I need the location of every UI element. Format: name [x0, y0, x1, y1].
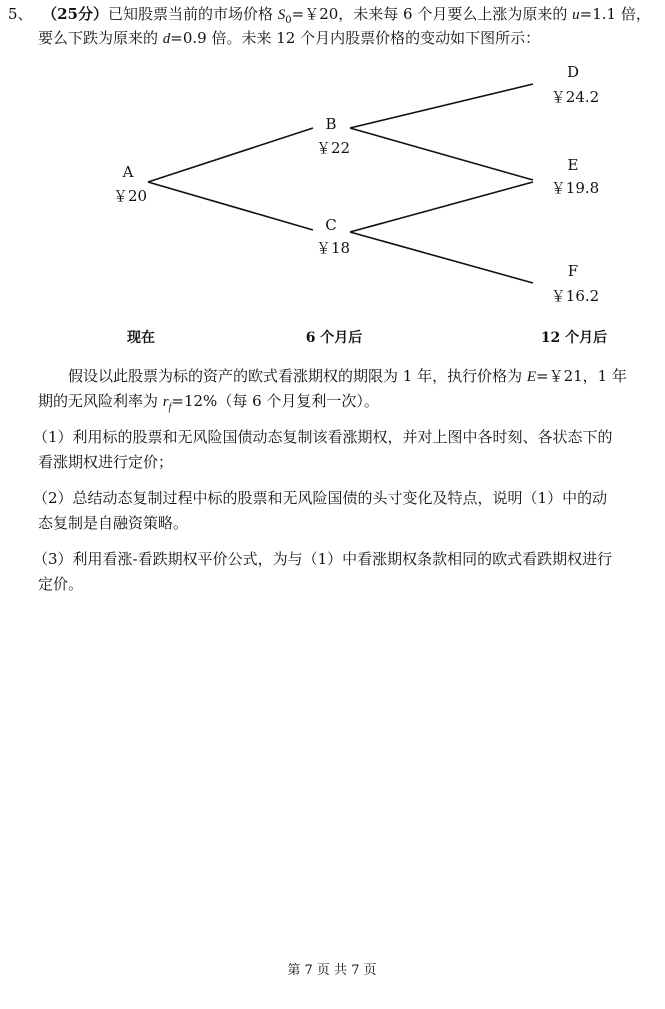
- q1-line-1: （1）利用标的股票和无风险国债动态复制该看涨期权，并对上图中各时刻、各状态下的: [33, 428, 613, 446]
- edge-a-c: [148, 182, 313, 230]
- node-c-price: ￥18: [315, 239, 351, 257]
- var-u: u: [572, 7, 580, 23]
- text: 已知股票当前的市场价格: [107, 5, 278, 23]
- text: =￥21，1 年: [536, 367, 627, 385]
- sub-f: f: [168, 402, 172, 413]
- node-b-price: ￥22: [315, 139, 351, 157]
- sub-0: 0: [285, 15, 292, 26]
- text: 假设以此股票为标的资产的欧式看涨期权的期限为 1 年，执行价格为: [68, 367, 527, 385]
- text: 期的无风险利率为: [38, 392, 163, 410]
- text: =0.9 倍。未来 12 个月内股票价格的变动如下图所示：: [170, 29, 541, 47]
- var-s: S: [277, 7, 286, 23]
- time-6m: 6 个月后: [305, 330, 363, 346]
- node-a-price: ￥20: [112, 187, 148, 205]
- var-r: r: [162, 394, 169, 410]
- text: =12%（每 6 个月复利一次）。: [171, 392, 379, 410]
- node-e-label: E: [567, 156, 579, 174]
- q3-line-1: （3）利用看涨-看跌期权平价公式，为与（1）中看涨期权条款相同的欧式看跌期权进行: [33, 550, 613, 568]
- edge-a-b: [148, 128, 313, 182]
- node-b-label: B: [325, 115, 337, 133]
- node-e-price: ￥19.8: [550, 179, 600, 197]
- time-12m: 12 个月后: [540, 330, 608, 346]
- var-d: d: [162, 31, 171, 47]
- node-d-label: D: [566, 63, 580, 81]
- edge-b-e: [350, 128, 533, 180]
- q2-line-1: （2）总结动态复制过程中标的股票和无风险国债的头寸变化及特点，说明（1）中的动: [33, 489, 608, 507]
- var-e: E: [526, 369, 537, 385]
- para-line-2: [38, 391, 379, 418]
- node-c-label: C: [325, 216, 337, 234]
- edge-c-f: [350, 232, 533, 283]
- node-d-price: ￥24.2: [550, 88, 600, 106]
- node-f-label: F: [567, 262, 579, 280]
- question-points: （25分）: [42, 5, 108, 23]
- q1-line-2: 看涨期权进行定价；: [38, 453, 174, 471]
- q3-line-2: 定价。: [38, 575, 84, 593]
- text: =￥20，未来每 6 个月要么上涨为原来的: [291, 5, 573, 23]
- edge-b-d: [350, 84, 533, 128]
- para-line-1: [68, 366, 627, 387]
- text: 要么下跌为原来的: [38, 29, 163, 47]
- edge-c-e: [350, 182, 533, 232]
- page-footer: 第 7 页 共 7 页: [287, 963, 377, 978]
- q2-line-2: 态复制是自融资策略。: [38, 514, 189, 532]
- node-a-label: A: [122, 163, 134, 181]
- time-now: 现在: [127, 330, 155, 346]
- text: =1.1 倍，: [579, 5, 651, 23]
- question-number: 5、: [8, 5, 33, 23]
- node-f-price: ￥16.2: [550, 287, 600, 305]
